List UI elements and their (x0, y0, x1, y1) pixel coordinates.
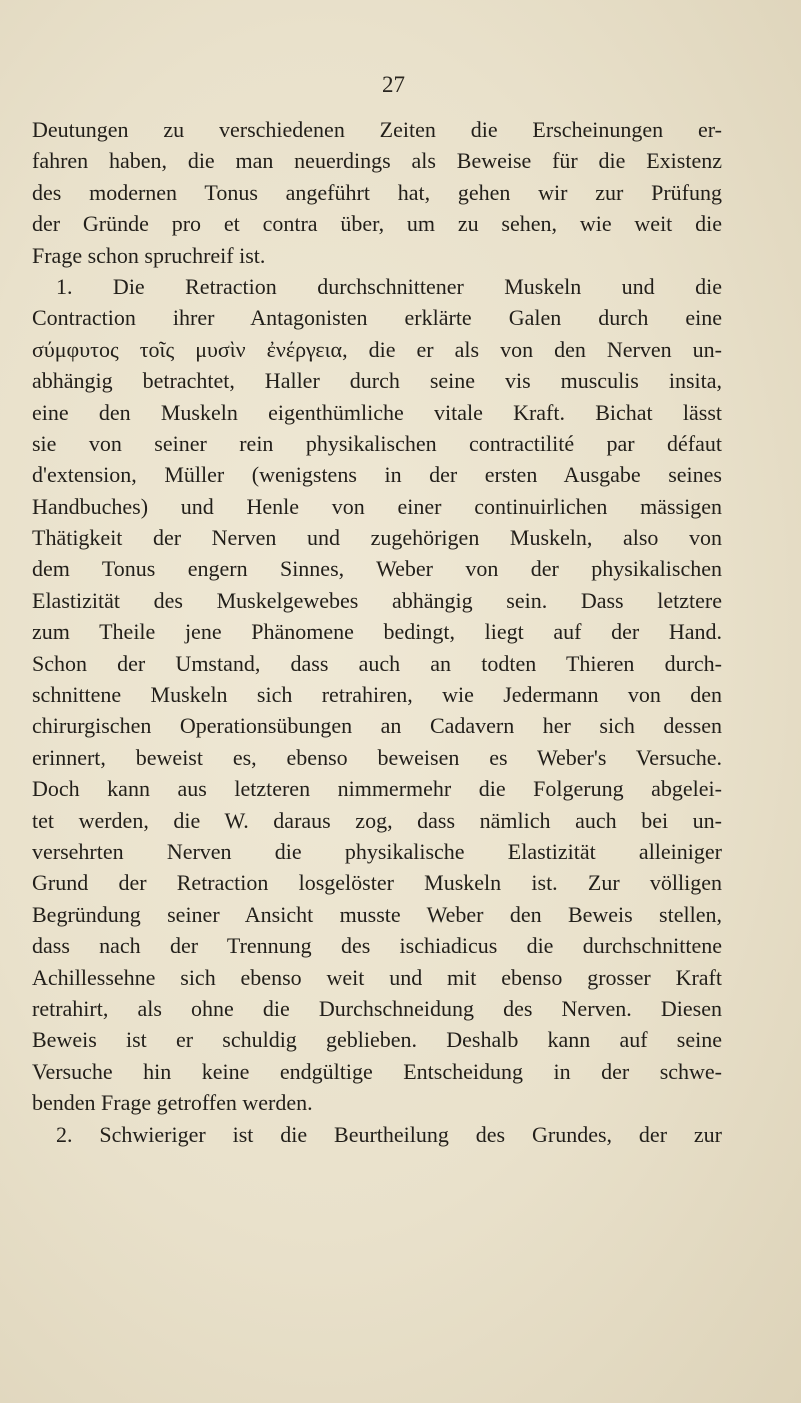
text-line: Versuche hin keine endgültige Entscheidung in der schwe- (32, 1058, 722, 1084)
text-line: Thätigkeit der Nerven und zugehörigen Muskeln, also von (32, 525, 722, 551)
text-line: dem Tonus engern Sinnes, Weber von der physikalischen (32, 556, 722, 582)
text-line: der Gründe pro et contra über, um zu sehen, wie weit die (32, 211, 722, 237)
text-line: sie von seiner rein physikalischen contractilité par défaut (32, 430, 722, 456)
text-line: Schon der Umstand, dass auch an todten Thieren durch- (32, 650, 722, 676)
text-line: eine den Muskeln eigenthümliche vitale Kraft. Bichat lässt (32, 399, 722, 425)
text-line: d'extension, Müller (wenigstens in der ersten Ausgabe seines (32, 462, 722, 488)
text-line: Elastizität des Muskelgewebes abhängig sein. Dass letztere (32, 587, 722, 613)
text-line: chirurgischen Operationsübungen an Cadavern her sich dessen (32, 713, 722, 739)
text-line: versehrten Nerven die physikalische Elastizität alleiniger (32, 838, 722, 864)
text-line: schnittene Muskeln sich retrahiren, wie Jedermann von den (32, 682, 722, 708)
text-line: retrahirt, als ohne die Durchschneidung des Nerven. Diesen (32, 995, 722, 1021)
text-line: Doch kann aus letzteren nimmermehr die Folgerung abgelei- (32, 776, 722, 802)
text-line: Frage schon spruchreif ist. (32, 242, 266, 268)
text-line: Grund der Retraction losgelöster Muskeln ist. Zur völligen (32, 870, 722, 896)
text-line: Achillessehne sich ebenso weit und mit ebenso grosser Kraft (32, 964, 722, 990)
text-line: Deutungen zu verschiedenen Zeiten die Erscheinungen er- (32, 117, 722, 142)
text-line: des modernen Tonus angeführt hat, gehen wir zur Prüfung (32, 179, 722, 205)
text-line: Contraction ihrer Antagonisten erklärte Galen durch eine (32, 305, 722, 331)
body-text (32, 114, 722, 1150)
text-line: abhängig betrachtet, Haller durch seine vis musculis insita, (32, 368, 722, 394)
text-line: Begründung seiner Ansicht musste Weber den Beweis stellen, (32, 901, 722, 927)
text-line: σύμφυτος τοῖς μυσὶν ἐνέργεια, die er als von den Nerven un- (32, 336, 722, 362)
text-line: erinnert, beweist es, ebenso beweisen es Weber's Versuche. (32, 744, 722, 770)
text-line: benden Frage getroffen werden. (32, 1090, 313, 1116)
text-line: 2. Schwieriger ist die Beurtheilung des Grundes, der zur (56, 1121, 722, 1147)
text-line: Handbuches) und Henle von einer continuirlichen mässigen (32, 493, 722, 519)
text-line: Beweis ist er schuldig geblieben. Deshalb kann auf seine (32, 1027, 722, 1053)
text-line: dass nach der Trennung des ischiadicus die durchschnittene (32, 933, 722, 959)
text-line: tet werden, die W. daraus zog, dass nämlich auch bei un- (32, 807, 722, 833)
text-line: 1. Die Retraction durchschnittener Muskeln und die (56, 273, 722, 299)
text-line: zum Theile jene Phänomene bedingt, liegt auf der Hand. (32, 619, 722, 645)
page-number: 27 (382, 72, 405, 97)
text-line: fahren haben, die man neuerdings als Beweise für die Existenz (32, 148, 722, 174)
